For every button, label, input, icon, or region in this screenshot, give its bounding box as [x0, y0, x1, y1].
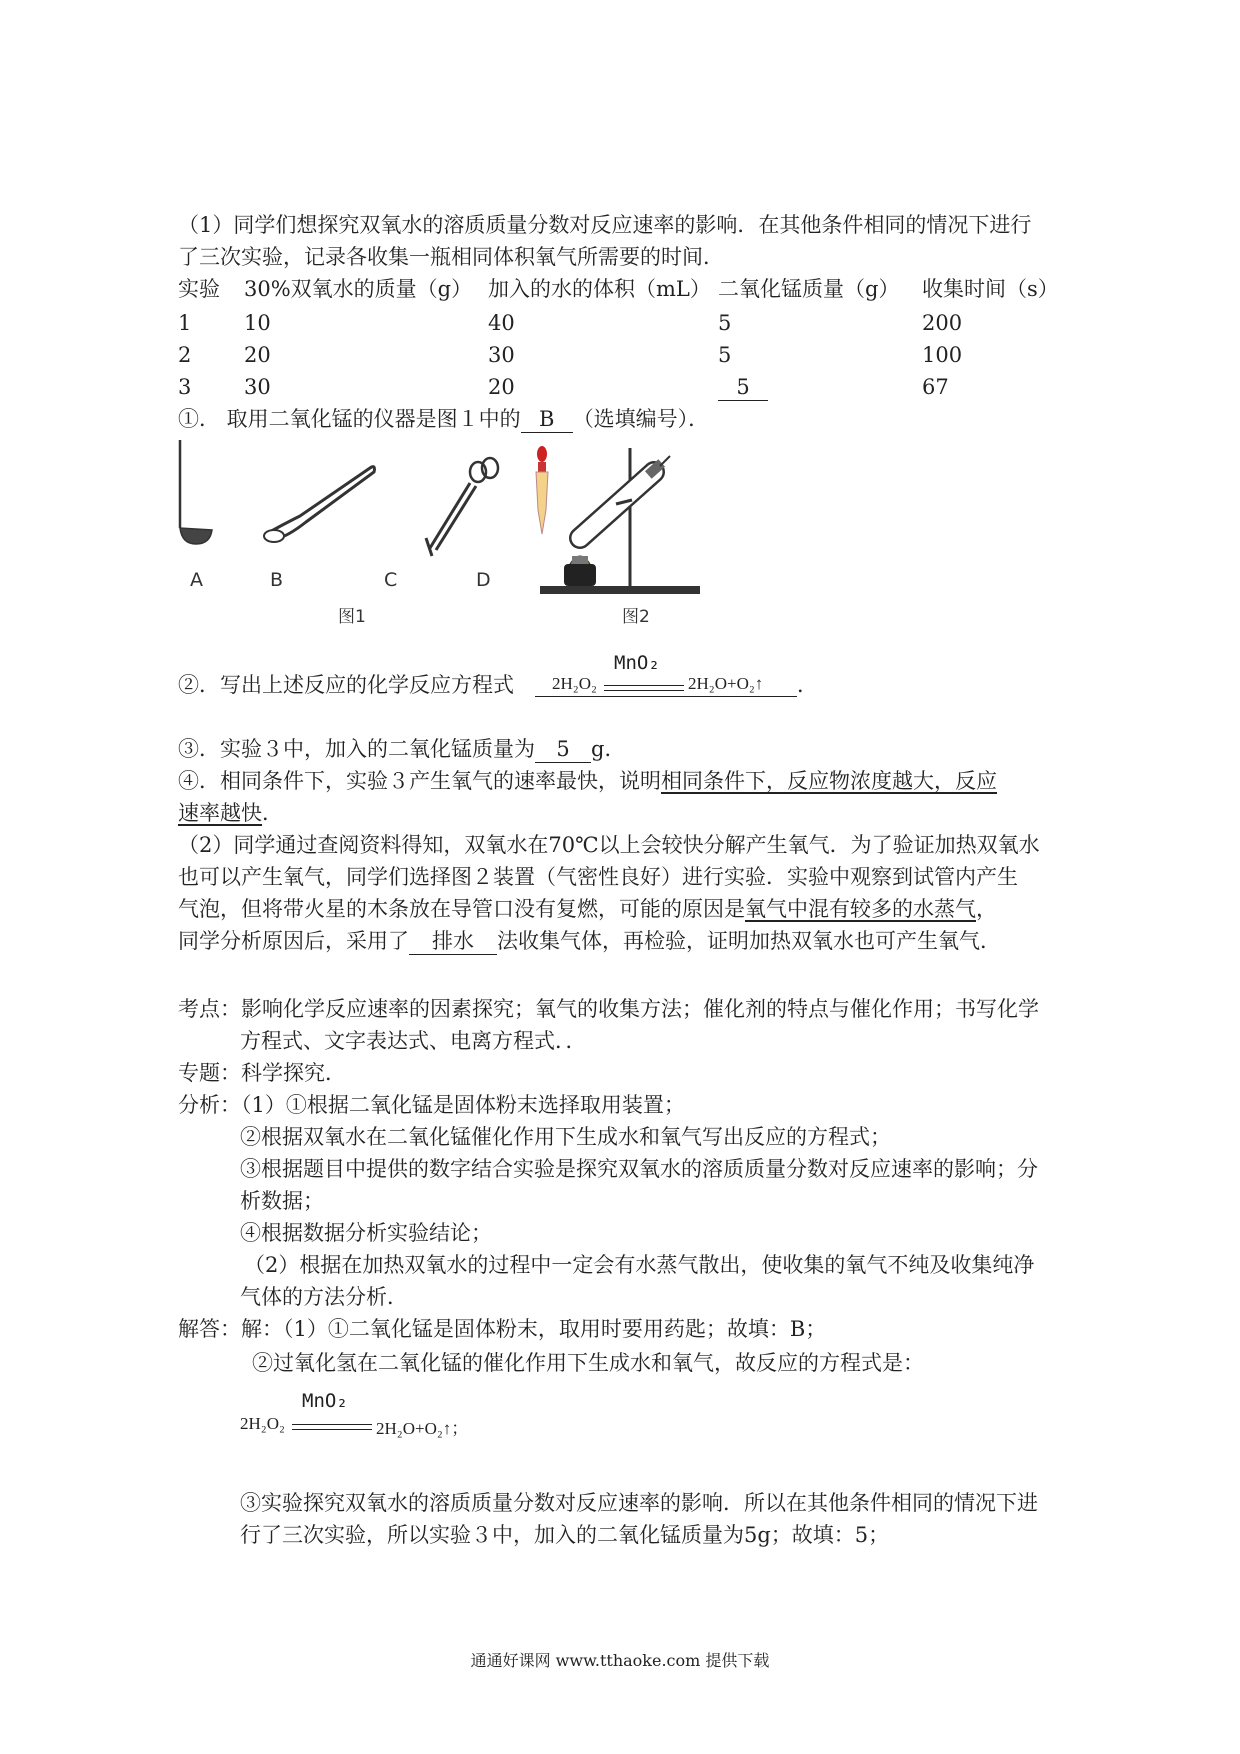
equation-product: 2H₂O+O₂↑	[688, 674, 764, 693]
page-footer: 通通好课网 www.tthaoke.com 提供下载	[470, 1651, 770, 1670]
part2-line4-suffix: 法收集气体，再检验，证明加热双氧水也可产生氧气．	[497, 929, 1001, 953]
table-cell: 5	[718, 343, 732, 367]
fenxi-line2: ②根据双氧水在二氧化锰催化作用下生成水和氧气写出反应的方程式；	[240, 1125, 891, 1149]
jieda-line3: ③实验探究双氧水的溶质质量分数对反应速率的影响．所以在其他条件相同的情况下进	[240, 1491, 1038, 1515]
apparatus-figure	[170, 438, 750, 628]
table-cell: 2	[178, 343, 192, 367]
part1-intro-line2: 了三次实验，记录各收集一瓶相同体积氧气所需要的时间．	[178, 245, 724, 269]
fenxi-line5: ④根据数据分析实验结论；	[240, 1221, 492, 1245]
question-4-answer-line1: 相同条件下，反应物浓度越大，反应	[661, 769, 997, 793]
table-header-time: 收集时间（s）	[922, 277, 1059, 301]
question-4-prefix: ④．相同条件下，实验３产生氧气的速率最快，说明	[178, 769, 661, 793]
equation-reactant: 2H₂O₂	[552, 674, 597, 693]
question-1-answer: B	[521, 406, 573, 433]
question-3-suffix: g．	[591, 737, 626, 761]
apparatus-a-spoon-icon	[180, 440, 212, 544]
fenxi-line7: 气体的方法分析．	[240, 1285, 408, 1309]
figure-1-caption: 图1	[338, 607, 366, 627]
kaodian-line1: 考点：影响化学反应速率的因素探究；氧气的收集方法；催化剂的特点与催化作用；书写化学	[178, 997, 1039, 1021]
jieda-line2: ②过氧化氢在二氧化锰的催化作用下生成水和氧气，故反应的方程式是：	[252, 1351, 924, 1375]
equation-arrow-line	[292, 1429, 372, 1430]
part2-line4	[178, 926, 1001, 956]
part1-intro-line1: （1）同学们想探究双氧水的溶质质量分数对反应速率的影响．在其他条件相同的情况下进行	[178, 213, 1032, 237]
table-cell: 1	[178, 311, 192, 335]
label-c: C	[384, 569, 398, 591]
apparatus-c-tongs-icon	[426, 458, 498, 556]
jieda-line4: 行了三次实验，所以实验３中，加入的二氧化锰质量为5g；故填：5；	[240, 1523, 890, 1547]
table-cell: 30	[488, 343, 515, 367]
equation-reactant: 2H₂O₂	[240, 1414, 285, 1433]
label-b: B	[270, 569, 284, 591]
table-cell: 20	[244, 343, 271, 367]
jieda-line1: 解答：解：（1）①二氧化锰是固体粉末，取用时要用药匙；故填：B；	[178, 1317, 827, 1341]
question-2-prefix: ②．写出上述反应的化学反应方程式	[178, 673, 514, 697]
fenxi-line4: 析数据；	[240, 1189, 324, 1213]
equation-arrow-line	[604, 690, 684, 691]
question-3-prefix: ③．实验３中，加入的二氧化锰质量为	[178, 737, 535, 761]
fenxi-line1: 分析：（1）①根据二氧化锰是固体粉末选择取用装置；	[178, 1093, 685, 1117]
label-a: A	[190, 569, 203, 591]
table-cell: 10	[244, 311, 271, 335]
table-cell: 5	[718, 311, 732, 335]
part2-line4-prefix: 同学分析原因后，采用了	[178, 929, 409, 953]
answer-blank: 5	[718, 374, 768, 401]
question-1-suffix: （选填编号）．	[572, 407, 710, 431]
table-cell: 200	[922, 311, 963, 335]
table-cell: 67	[922, 375, 949, 399]
equation-answer-underline	[535, 696, 797, 697]
equation-product: 2H₂O+O₂↑；	[376, 1419, 469, 1438]
question-4-line2	[178, 798, 283, 828]
question-3	[178, 734, 625, 764]
equation-catalyst: MnO₂	[302, 1390, 348, 1412]
question-2-suffix: ．	[797, 673, 818, 697]
question-3-answer: 5	[535, 736, 591, 763]
part2-line2: 也可以产生氧气，同学们选择图２装置（气密性良好）进行实验．实验中观察到试管内产生	[178, 865, 1018, 889]
table-header-water-volume: 加入的水的体积（mL）	[488, 277, 711, 301]
question-4-answer-line2: 速率越快	[178, 801, 262, 825]
equation-arrow-line	[604, 685, 684, 686]
question-1-prefix: ①． 取用二氧化锰的仪器是图１中的	[178, 407, 521, 431]
apparatus-d-dropper-icon	[536, 446, 548, 534]
figure-2-caption: 图2	[622, 607, 650, 627]
heating-apparatus-icon	[540, 448, 700, 594]
equation-catalyst: MnO₂	[614, 652, 660, 674]
question-4-line1	[178, 766, 997, 796]
zhuanti-line: 专题：科学探究．	[178, 1061, 346, 1085]
table-cell: 20	[488, 375, 515, 399]
part2-line1: （2）同学通过查阅资料得知，双氧水在70℃以上会较快分解产生氧气．为了验证加热双氧水	[178, 833, 1040, 857]
equation-arrow-line	[292, 1424, 372, 1425]
part2-answer-method: 排水	[409, 928, 497, 955]
part2-line3	[178, 894, 997, 924]
question-1	[178, 404, 709, 434]
fenxi-line3: ③根据题目中提供的数字结合实验是探究双氧水的溶质质量分数对反应速率的影响；分	[240, 1157, 1038, 1181]
table-cell-answer	[718, 372, 768, 402]
question-4-suffix: ．	[262, 801, 283, 825]
part2-line3-suffix: ，	[976, 897, 997, 921]
table-header-experiment: 实验	[178, 277, 220, 301]
table-header-mno2-mass: 二氧化锰质量（g）	[718, 277, 900, 301]
table-cell: 30	[244, 375, 271, 399]
table-cell: 3	[178, 375, 192, 399]
label-d: D	[476, 569, 491, 591]
part2-line3-prefix: 气泡，但将带火星的木条放在导管口没有复燃，可能的原因是	[178, 897, 745, 921]
fenxi-line6: （2）根据在加热双氧水的过程中一定会有水蒸气散出，使收集的氧气不纯及收集纯净	[244, 1253, 1035, 1277]
apparatus-b-medicine-spoon-icon	[264, 467, 375, 542]
part2-answer-reason: 氧气中混有较多的水蒸气	[745, 897, 976, 921]
table-cell: 100	[922, 343, 963, 367]
kaodian-line2: 方程式、文字表达式、电离方程式．．	[240, 1029, 587, 1053]
table-cell: 40	[488, 311, 515, 335]
table-header-h2o2-mass: 30%双氧水的质量（g）	[244, 277, 473, 301]
